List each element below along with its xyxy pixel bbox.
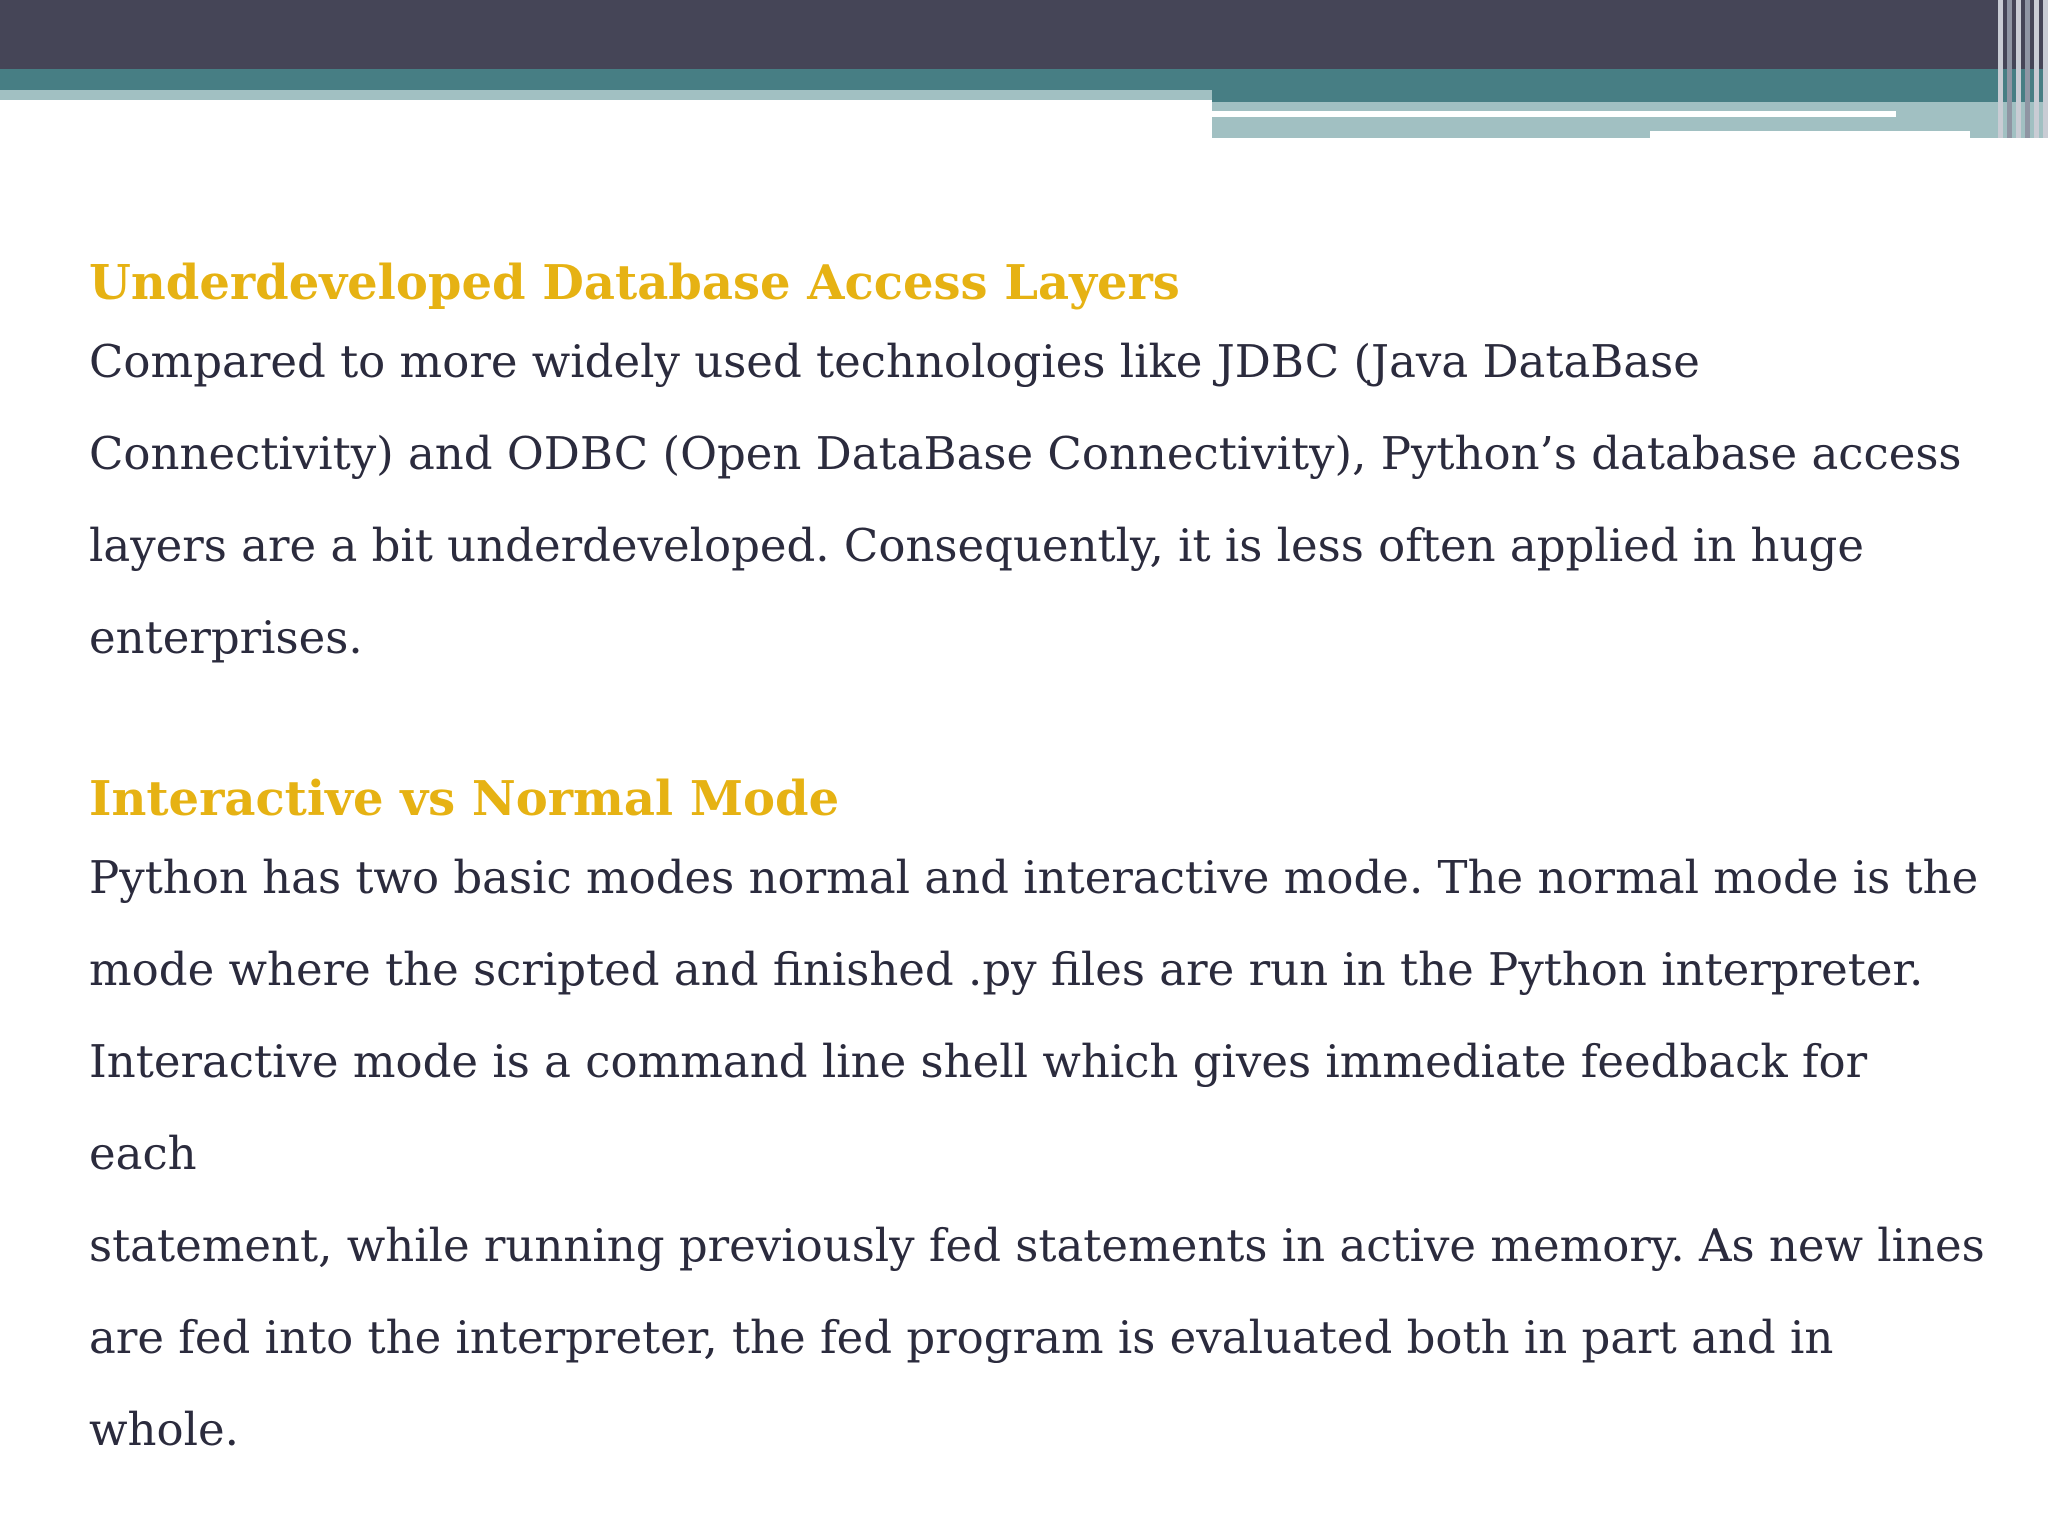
body-line: Python has two basic modes normal and interactive mode. The normal mode is the <box>89 851 1979 904</box>
section-body <box>89 316 1989 684</box>
header-band-light-left <box>0 90 1212 100</box>
slide-content <box>89 250 1989 1476</box>
section-interactive-mode <box>89 766 1989 1476</box>
header-accent-line <box>1212 111 1896 117</box>
body-line: statement, while running previously fed statements in active memory. As new lines <box>89 1219 1985 1272</box>
header-accent-line-short <box>1650 131 1970 138</box>
body-line: enterprises. <box>89 611 363 664</box>
body-line: Interactive mode is a command line shell which gives immediate feedback for each <box>89 1035 1868 1180</box>
header-band-dark <box>0 0 2048 69</box>
body-line: Connectivity) and ODBC (Open DataBase Connectivity), Python’s database access <box>89 427 1962 480</box>
body-line: are fed into the interpreter, the fed program is evaluated both in part and in whole. <box>89 1311 1834 1456</box>
section-body <box>89 832 1989 1476</box>
section-heading: Underdeveloped Database Access Layers <box>89 255 1180 311</box>
body-line: mode where the scripted and finished .py files are run in the Python interpreter. <box>89 943 1924 996</box>
header-band-teal-right <box>1212 90 2048 102</box>
corner-stripes-decoration <box>1990 0 2048 138</box>
body-line: layers are a bit underdeveloped. Consequently, it is less often applied in huge <box>89 519 1864 572</box>
section-database-access <box>89 250 1989 684</box>
section-heading: Interactive vs Normal Mode <box>89 771 840 827</box>
header-band-teal <box>0 69 2048 90</box>
body-line: Compared to more widely used technologies like JDBC (Java DataBase <box>89 335 1700 388</box>
